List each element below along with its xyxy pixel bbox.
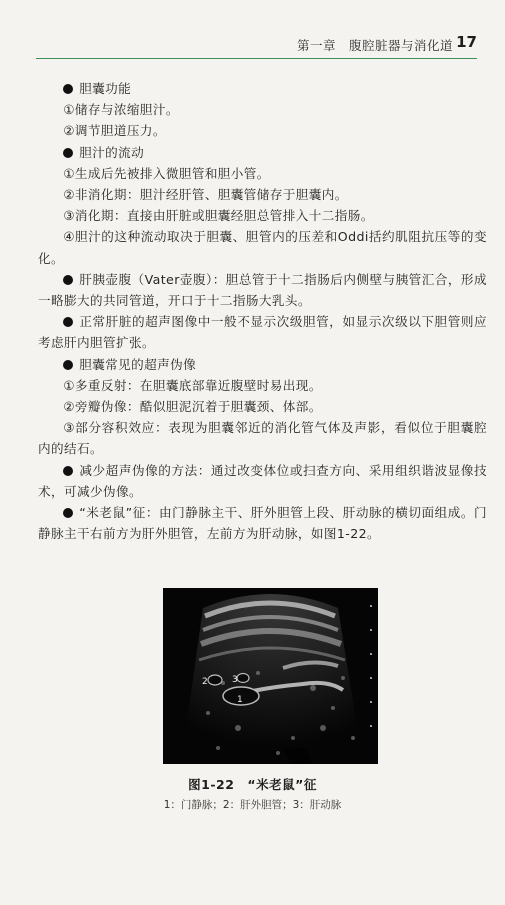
paragraph-text: “米老鼠”征：由门静脉主干、肝外胆管上段、肝动脉的横切面组成。门静脉主干右前方为肝外胆管，左前方为肝动脉，如图1-22。 (38, 505, 487, 542)
paragraph-text: ①储存与浓缩胆汁。 (63, 102, 179, 118)
paragraph-text: 胆囊功能 (79, 81, 132, 96)
page-number: 17 (456, 33, 477, 51)
list-item-paragraph (38, 375, 487, 396)
paragraph-text: 肝胰壶腹（Vater壶腹）：胆总管于十二指肠后内侧壁与胰管汇合，形成一略膨大的共同管道，开口于十二指肠大乳头。 (38, 271, 487, 309)
figure-caption: 图1-22 “米老鼠”征 (188, 777, 317, 792)
paragraph-text: ①多重反射：在胆囊底部靠近腹壁时易出现。 (63, 377, 322, 393)
bullet-icon (63, 84, 73, 94)
bullet-icon (63, 466, 73, 476)
bullet-icon (63, 360, 73, 370)
bullet-paragraph (38, 311, 487, 353)
list-item-paragraph (38, 417, 487, 459)
body-text (38, 78, 487, 544)
paragraph-text: 胆囊常见的超声伪像 (79, 356, 197, 372)
bullet-paragraph (38, 502, 487, 544)
paragraph-text: ②非消化期：胆汁经肝管、胆囊管储存于胆囊内。 (63, 187, 348, 203)
list-item-paragraph (38, 205, 487, 226)
paragraph-text: ③部分容积效应：表现为胆囊邻近的消化管气体及声影，看似位于胆囊腔内的结石。 (38, 420, 487, 457)
list-item-paragraph (38, 226, 487, 268)
paragraph-text: ①生成后先被排入微胆管和胆小管。 (63, 165, 270, 181)
list-item-paragraph (38, 99, 487, 120)
figure-legend: 1：门静脉；2：肝外胆管；3：肝动脉 (163, 799, 342, 811)
list-item-paragraph (38, 396, 487, 417)
bullet-icon (63, 508, 73, 518)
bullet-icon (63, 275, 73, 285)
ultrasound-figure (163, 588, 378, 764)
paragraph-text: 胆汁的流动 (79, 144, 145, 160)
paragraph-text: ②旁瓣伪像：酷似胆泥沉着于胆囊颈、体部。 (63, 399, 322, 415)
figure-label-1: 1 (237, 695, 243, 705)
paragraph-text: ④胆汁的这种流动取决于胆囊、胆管内的压差和Oddi括约肌阻抗压等的变化。 (38, 229, 487, 266)
bullet-paragraph (38, 460, 487, 502)
page-header (0, 0, 505, 58)
list-item-paragraph (38, 184, 487, 205)
bullet-icon (63, 317, 73, 327)
hepatic-artery-shape (237, 674, 249, 683)
paragraph-text: ②调节胆道压力。 (63, 123, 166, 139)
paragraph-text: 正常肝脏的超声图像中一般不显示次级胆管，如显示次级以下胆管则应考虑肝内胆管扩张。 (38, 314, 487, 351)
paragraph-text: 减少超声伪像的方法：通过改变体位或扫查方向、采用组织谐波显像技术，可减少伪像。 (38, 462, 487, 499)
header-rule (36, 58, 477, 59)
bullet-icon (63, 148, 73, 158)
figure-label-2: 2 (202, 677, 208, 687)
paragraph-text: ③消化期：直接由肝脏或胆囊经胆总管排入十二指肠。 (63, 208, 374, 224)
bullet-paragraph (38, 354, 487, 375)
ultrasound-image (163, 588, 378, 764)
bullet-paragraph (38, 78, 487, 99)
list-item-paragraph (38, 163, 487, 184)
bullet-paragraph (38, 142, 487, 163)
bullet-paragraph (38, 269, 487, 311)
bile-duct-shape (208, 675, 222, 685)
figure-label-3: 3 (232, 675, 238, 685)
chapter-title: 第一章 腹腔脏器与消化道 (296, 38, 453, 53)
list-item-paragraph (38, 120, 487, 141)
